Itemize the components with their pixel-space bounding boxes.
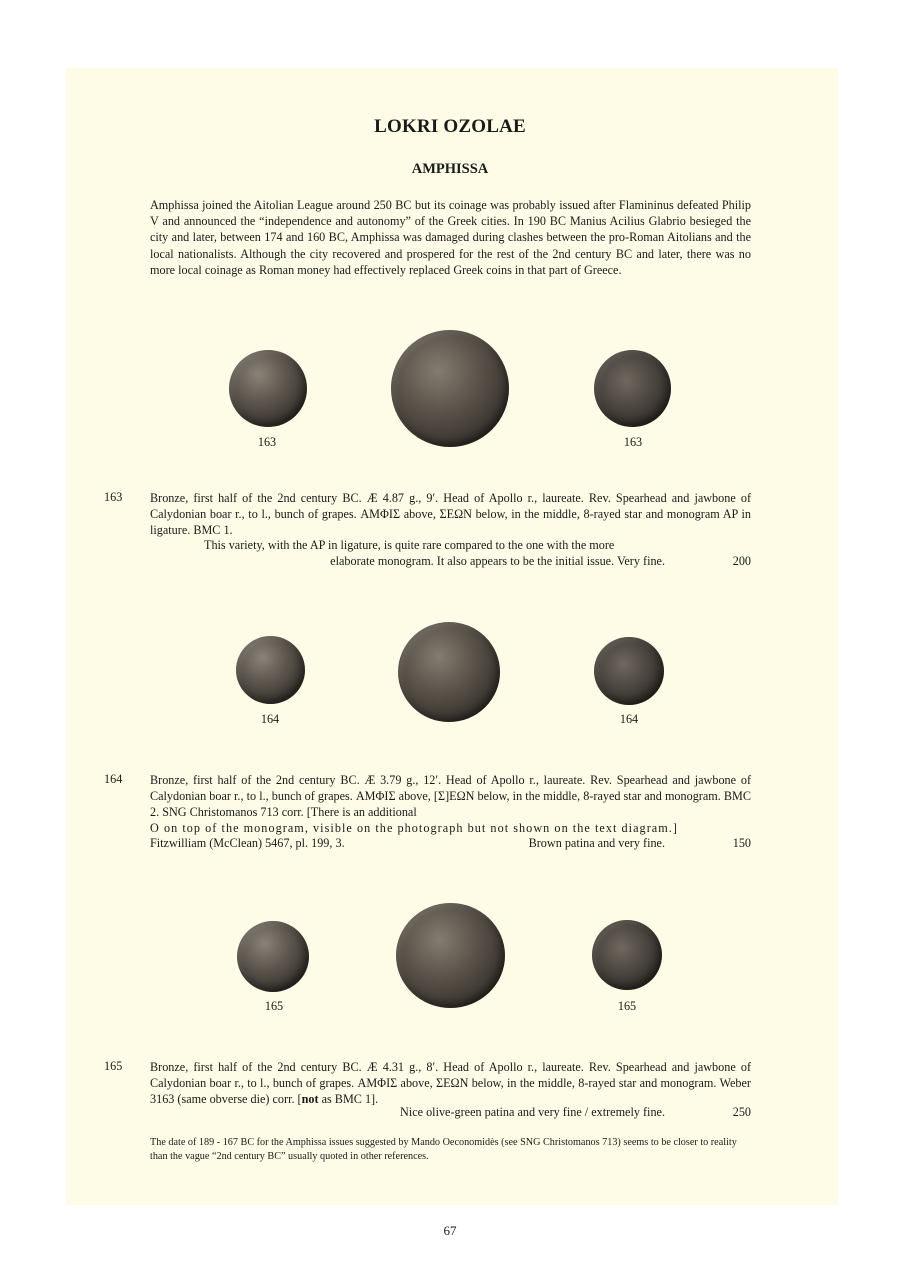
- entry-note: elaborate monogram. It also appears to be the initial issue. Very fine.: [330, 554, 665, 568]
- entry-price: 150: [732, 836, 751, 850]
- coin-165-obverse-small: [237, 921, 309, 992]
- entry-grade: Brown patina and very fine.: [528, 836, 665, 850]
- coin-label: 163: [257, 435, 277, 449]
- page-title: LOKRI OZOLAE: [374, 116, 526, 137]
- coin-164-obverse-large: [398, 622, 500, 722]
- intro-paragraph: Amphissa joined the Aitolian League around 250 BC but its coinage was probably issued after Flamininus defeated Philip V and announced the “independence and autonomy” of the Greek cities. In 190 BC Manius Acilius Glabrio besieged the city and later, between 174 and 160 BC, Amphissa was damaged during clashes between the pro-Roman Aitolians and the local nationalists. Although the city recovered and prospered for the rest of the 2nd century BC and later, there was no more local coinage as Roman money had effectively replaced Greek coins in that part of Greece.: [150, 198, 751, 277]
- coin-label: 165: [617, 999, 637, 1013]
- entry-description-text: as BMC 1].: [318, 1092, 379, 1106]
- entry-number: 163: [104, 490, 123, 504]
- entry-description: O on top of the monogram, visible on the photograph but not shown on the text diagram.]: [150, 821, 678, 835]
- entry-description: [150, 1059, 751, 1107]
- coin-164-obverse-small: [236, 636, 305, 704]
- entry-number: 165: [104, 1059, 123, 1073]
- coin-label: 165: [264, 999, 284, 1013]
- entry-note: This variety, with the AP in ligature, is quite rare compared to the one with the more: [204, 538, 615, 552]
- coin-163-reverse: [594, 350, 671, 427]
- page-number: 67: [443, 1223, 457, 1238]
- entry-price: 200: [732, 554, 751, 568]
- entry-number: 164: [104, 772, 123, 786]
- coin-label: 164: [619, 712, 639, 726]
- coin-163-obverse-small: [229, 350, 307, 427]
- coin-label: 164: [260, 712, 280, 726]
- entry-grade: Nice olive-green patina and very fine / extremely fine.: [400, 1105, 665, 1119]
- entry-price: 250: [732, 1105, 751, 1119]
- coin-164-reverse: [594, 637, 664, 705]
- entry-description: Bronze, first half of the 2nd century BC. Æ 3.79 g., 12′. Head of Apollo r., laureate. Rev. Spearhead and jawbone of Calydonian boar r., to l., bunch of grapes. ΑΜΦΙΣ above, [Σ]ΕΩΝ below, in the middle, 8-rayed star and monogram. BMC 2. SNG Christomanos 713 corr. [There is an additional: [150, 773, 751, 819]
- entry-reference: Fitzwilliam (McClean) 5467, pl. 199, 3.: [150, 836, 345, 850]
- entry-description: Bronze, first half of the 2nd century BC. Æ 4.87 g., 9′. Head of Apollo r., laureate. Rev. Spearhead and jawbone of Calydonian boar r., to l., bunch of grapes. ΑΜΦΙΣ above, ΣΕΩΝ below, in the middle, 8-rayed star and monogram AP in ligature. BMC 1.: [150, 491, 751, 537]
- coin-163-obverse-large: [391, 330, 509, 447]
- coin-165-reverse: [592, 920, 662, 990]
- section-subtitle: AMPHISSA: [411, 161, 489, 177]
- coin-165-obverse-large: [396, 903, 505, 1008]
- footnote: The date of 189 - 167 BC for the Amphissa issues suggested by Mando Oeconomidès (see SNG Christomanos 713) seems to be closer to reality than the vague “2nd century BC” usually quoted in other references.: [150, 1137, 737, 1162]
- entry-emphasis: not: [301, 1092, 319, 1106]
- entry-description-text: Bronze, first half of the 2nd century BC. Æ 4.31 g., 8′. Head of Apollo r., laureate. Rev. Spearhead and jawbone of Calydonian boar r., to l., bunch of grapes. ΑΜΦΙΣ above, ΣΕΩΝ below, in the middle, 8-rayed star and monogram. Weber 3163 (same obverse die) corr. [: [150, 1060, 751, 1106]
- coin-label: 163: [623, 435, 643, 449]
